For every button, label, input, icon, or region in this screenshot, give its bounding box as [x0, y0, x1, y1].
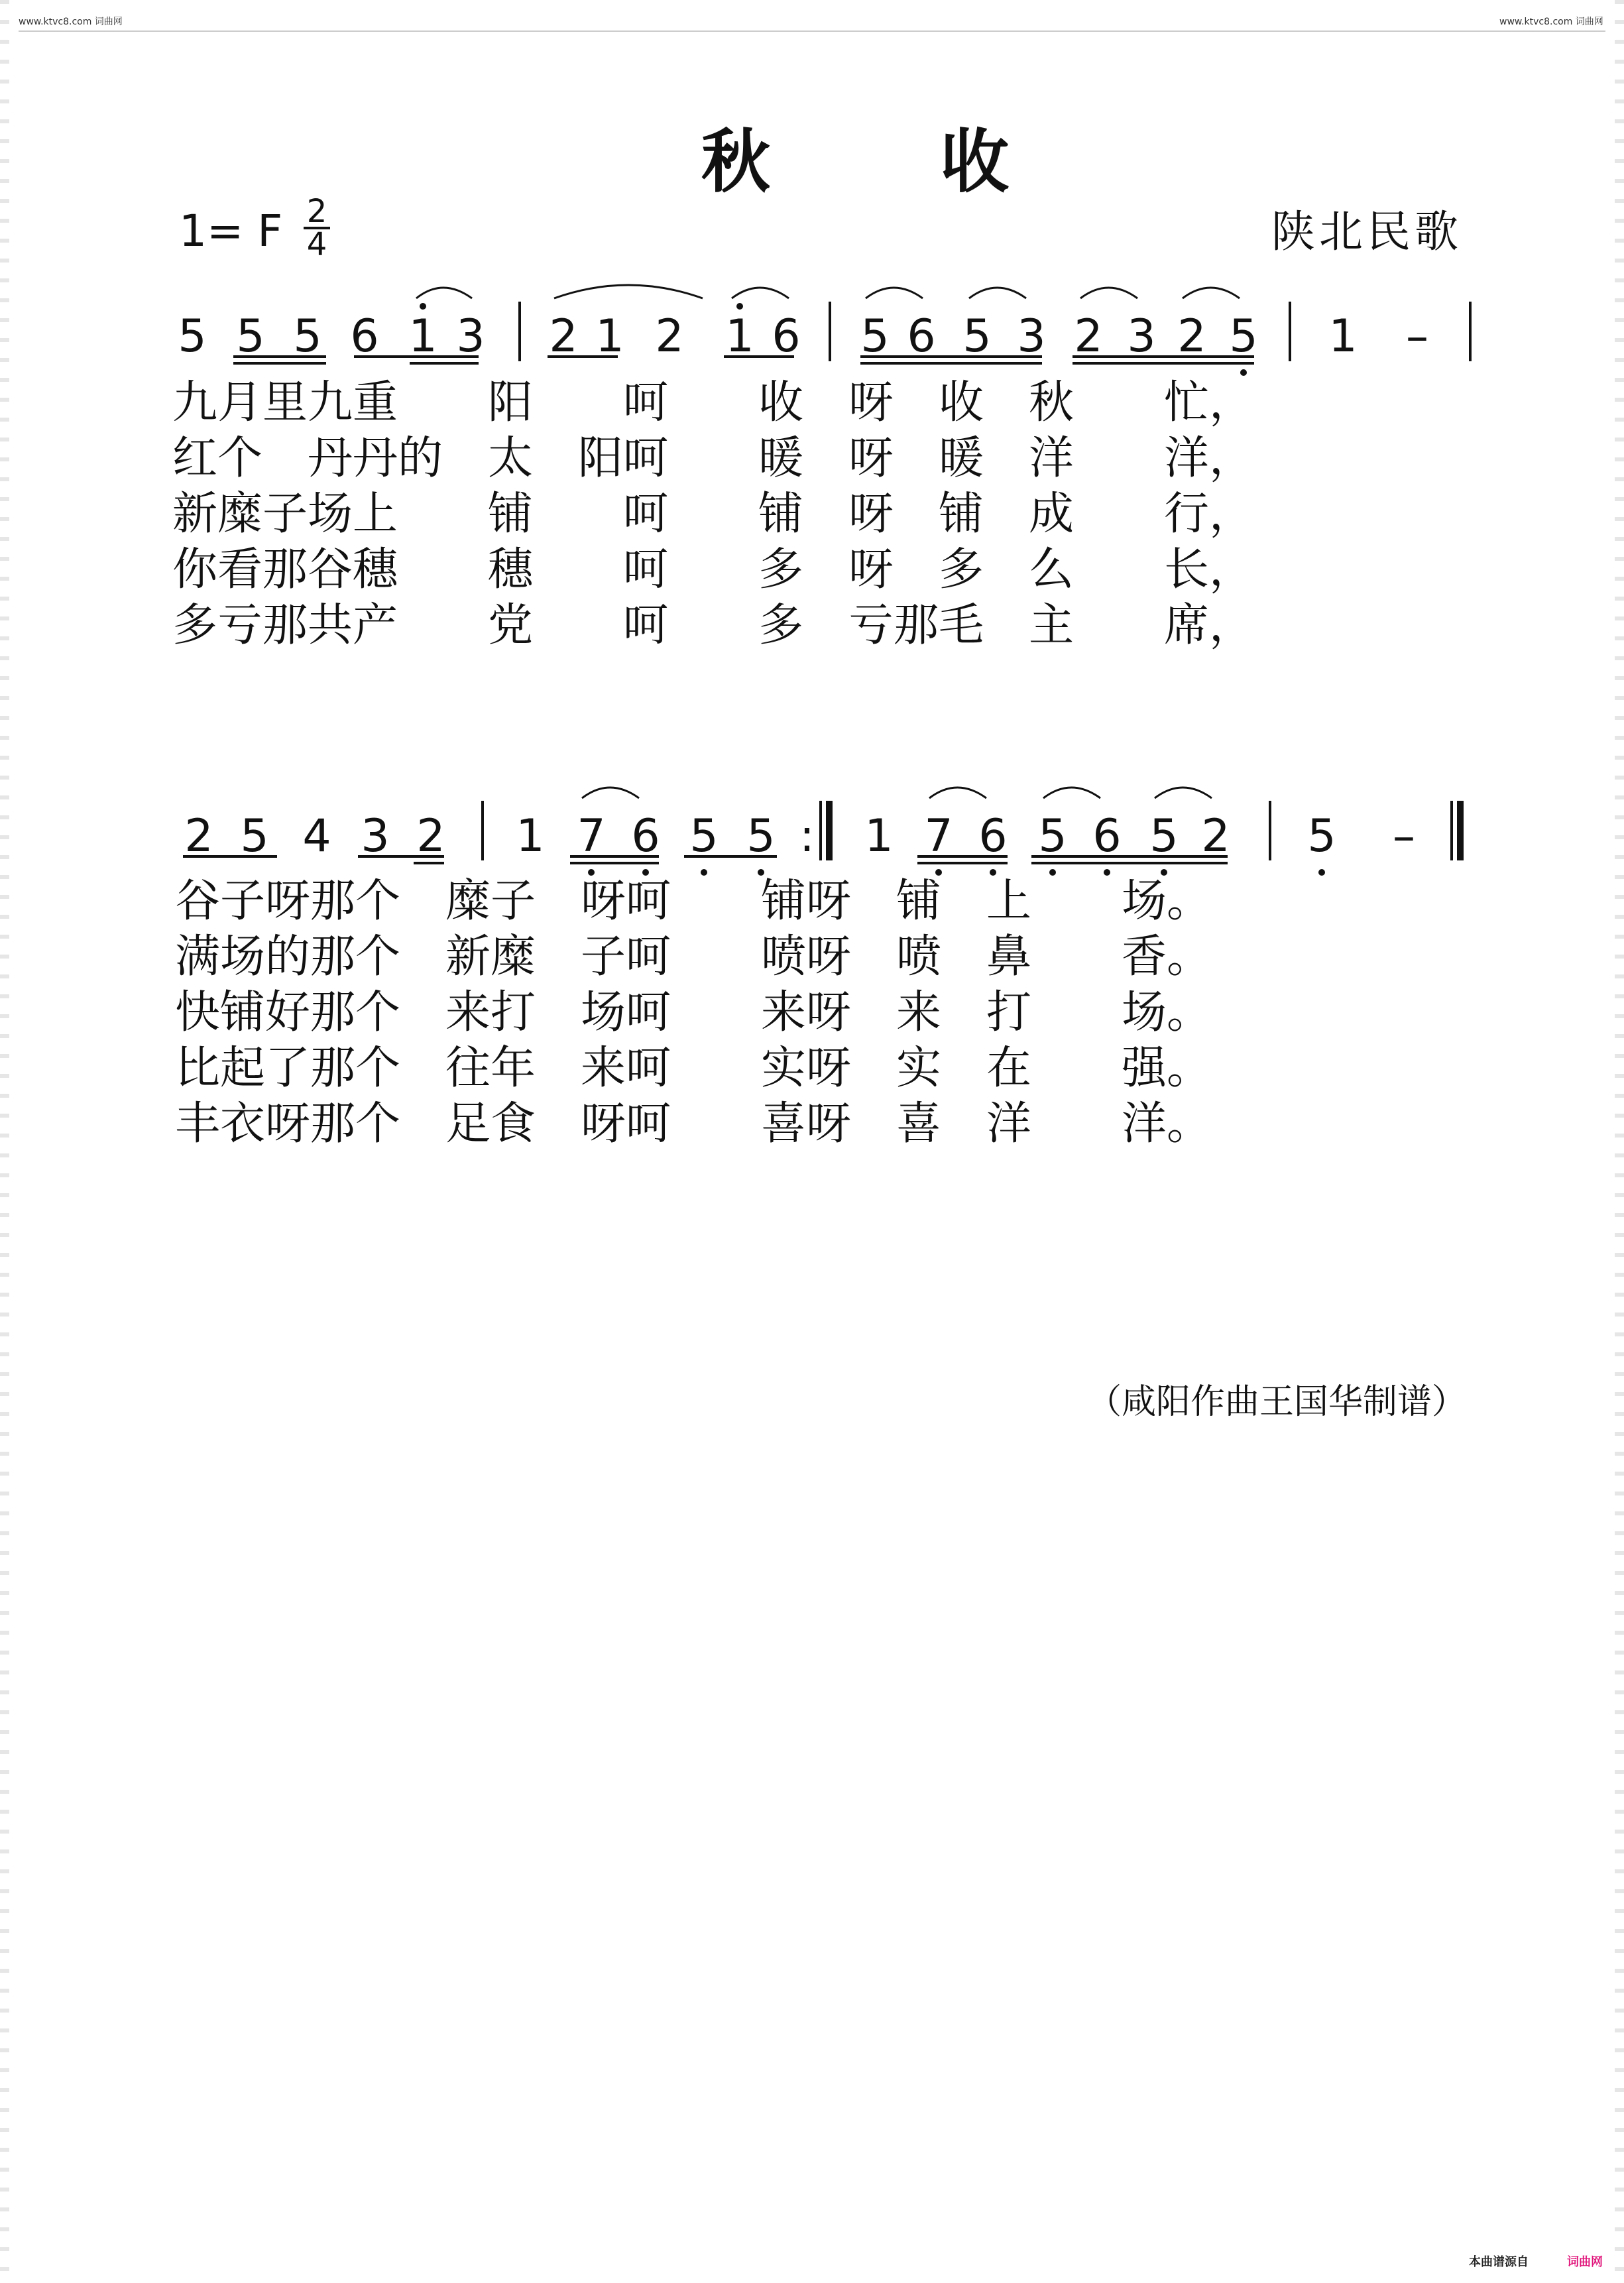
note: 5	[236, 310, 265, 363]
dash: –	[1406, 310, 1428, 363]
note: 5	[1149, 810, 1179, 862]
song-origin: 陕北民歌	[1271, 206, 1462, 257]
lyric-verse: 快铺好那个 来打 场呵 来呀 来 打 场。	[175, 986, 1212, 1039]
footer-source-label: 本曲谱源自	[1469, 2255, 1529, 2269]
note: 6	[1092, 810, 1122, 862]
credit-line: （咸阳作曲王国华制谱）	[1087, 1382, 1467, 1422]
note: 3	[456, 310, 485, 363]
note: 1	[408, 310, 437, 363]
note: 2	[184, 810, 213, 862]
note: 5	[1038, 810, 1067, 862]
lyric-verse: 多亏那共产 党 呵 多 亏那毛 主 席，	[172, 599, 1255, 652]
note: 7	[924, 810, 953, 862]
note: 2	[549, 310, 578, 363]
repeat-dots: :	[799, 810, 815, 862]
note: 5	[689, 810, 719, 862]
lyric-verse: 比起了那个 往年 来呵 实呀 实 在 强。	[175, 1042, 1212, 1094]
note: 5	[1307, 810, 1336, 862]
dash: –	[1393, 810, 1415, 862]
note: 2	[655, 310, 684, 363]
lyric-verse: 红个 丹丹的 太 阳呵 暖 呀 暖 洋 洋，	[172, 432, 1255, 485]
note: 2	[1074, 310, 1103, 363]
note: 5	[962, 310, 992, 363]
note: 3	[1017, 310, 1046, 363]
header-url-left[interactable]: www.ktvc8.com 词曲网	[19, 17, 123, 27]
notation-marks-line-2	[0, 0, 1624, 928]
header-url-right[interactable]: www.ktvc8.com 词曲网	[1499, 17, 1603, 27]
note: 3	[361, 810, 390, 862]
note: 6	[772, 310, 801, 363]
lyric-verse: 谷子呀那个 糜子 呀呵 铺呀 铺 上 场。	[175, 875, 1212, 927]
lyric-verse: 九月里九重 阳 呵 收 呀 收 秋 忙，	[172, 377, 1255, 429]
slur	[582, 788, 639, 798]
note: 4	[302, 810, 331, 862]
note: 5	[860, 310, 890, 363]
note: 7	[577, 810, 606, 862]
lyric-verse: 新糜子场上 铺 呵 铺 呀 铺 成 行，	[172, 488, 1255, 540]
note: 5	[746, 810, 776, 862]
note: 2	[1201, 810, 1230, 862]
meter-bottom: 4	[306, 226, 327, 263]
song-title: 秋 收	[701, 121, 1082, 202]
lyrics-line-2	[175, 875, 1212, 1151]
note: 6	[631, 810, 660, 862]
note: 1	[725, 310, 754, 363]
note: 6	[907, 310, 936, 363]
note: 5	[1229, 310, 1258, 363]
lyric-verse: 满场的那个 新糜 子呵 喷呀 喷 鼻 香。	[175, 931, 1212, 983]
note: 1	[516, 810, 545, 862]
note: 5	[178, 310, 207, 363]
footer-brand-link[interactable]: 词曲网	[1567, 2255, 1603, 2269]
note: 2	[1177, 310, 1206, 363]
low-octave-dot	[1318, 869, 1325, 876]
note: 6	[978, 810, 1008, 862]
meter-top: 2	[306, 193, 327, 230]
note: 3	[1127, 310, 1156, 363]
slur	[1043, 788, 1100, 798]
note: 6	[350, 310, 379, 363]
lyric-verse: 你看那谷穗 穗 呵 多 呀 多 么 长，	[172, 544, 1255, 596]
note: 5	[240, 810, 269, 862]
slur	[929, 788, 986, 798]
lyric-verse: 丰衣呀那个 足食 呀呵 喜呀 喜 洋 洋。	[175, 1098, 1212, 1150]
note: 1	[864, 810, 894, 862]
note: 2	[416, 810, 445, 862]
note: 1	[595, 310, 624, 363]
note: 5	[293, 310, 322, 363]
key-signature: 1= F	[179, 205, 283, 257]
note: 1	[1328, 310, 1358, 363]
slur	[1155, 788, 1212, 798]
